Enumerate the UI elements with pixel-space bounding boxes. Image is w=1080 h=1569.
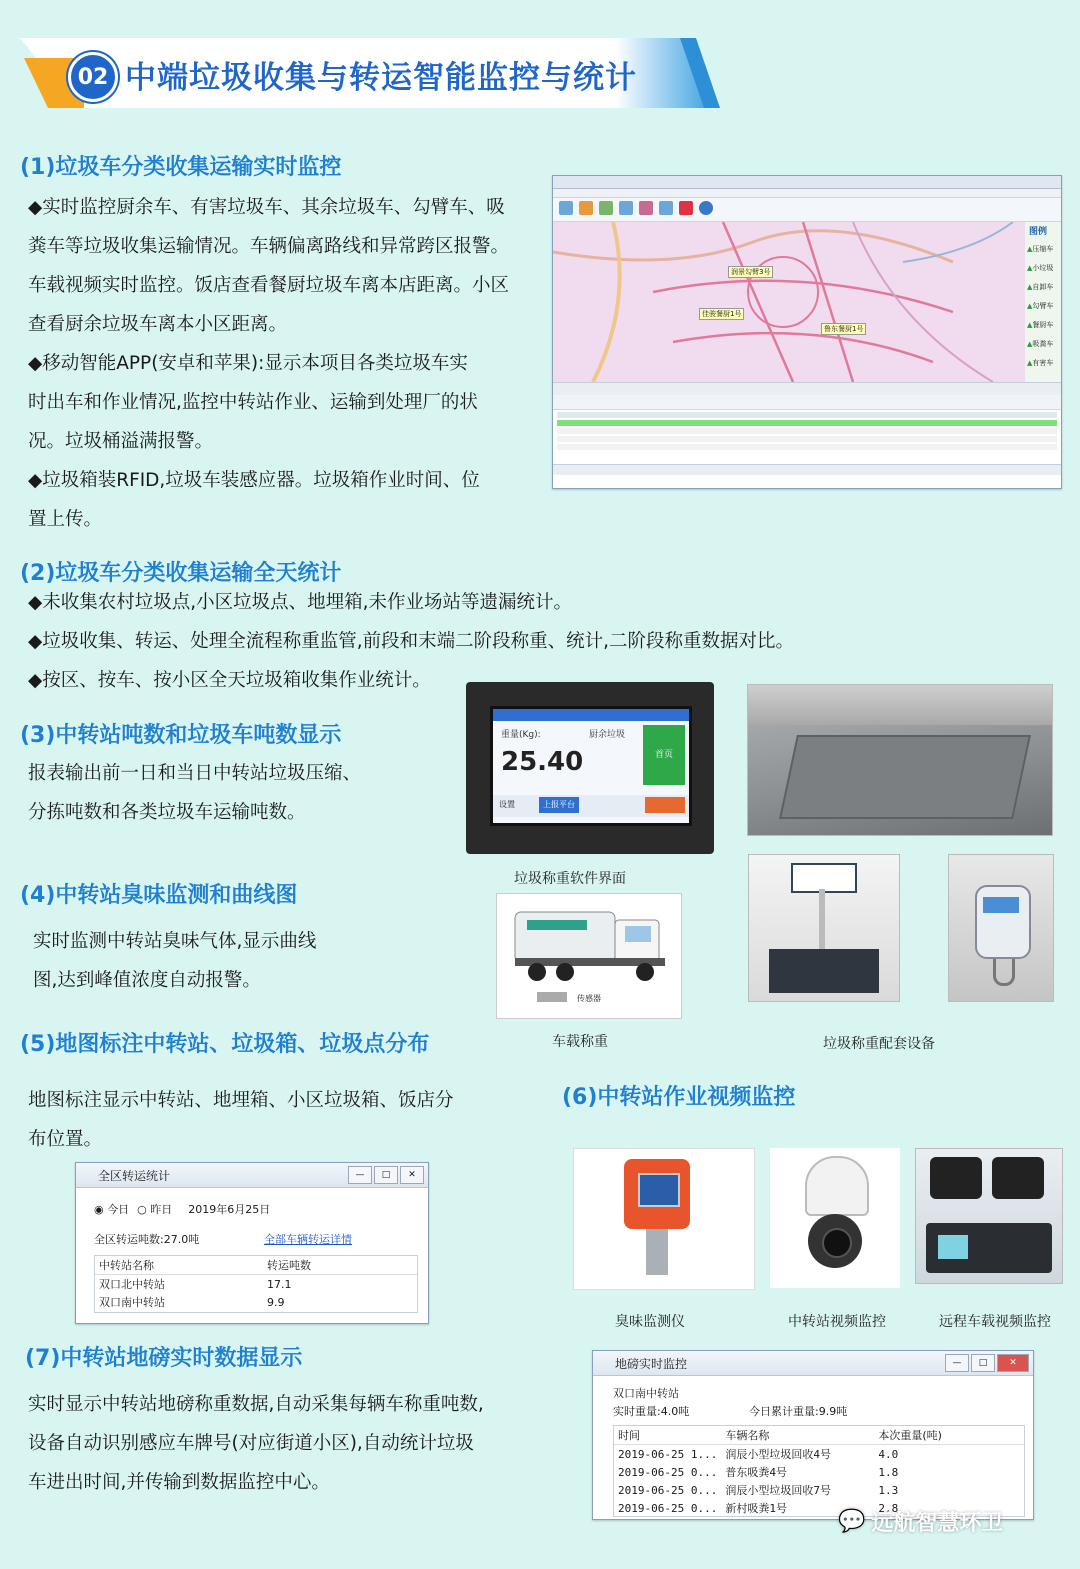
scale-window-titlebar (593, 1351, 1033, 1376)
station-name: 双口南中转站 (613, 1387, 679, 1400)
heading-s7: (7)中转站地磅实时数据显示 (25, 1346, 303, 1371)
map-legend (1027, 240, 1061, 373)
table-row[interactable]: 2019-06-25 0... 新村吸粪1号 2.8 (618, 1501, 899, 1515)
s5-line: 地图标注显示中转站、地埋箱、小区垃圾箱、饭店分 (28, 1090, 454, 1111)
caption-truck: 车载称重 (552, 1034, 608, 1050)
s1-line: ◆移动智能APP(安卓和苹果):显示本项目各类垃圾车实 (28, 353, 468, 374)
s1-body (28, 188, 553, 539)
s7-line: 车进出时间,并传输到数据监控中心。 (28, 1472, 330, 1493)
map-marker-label[interactable]: 佳骏餐厨1号 (699, 308, 744, 320)
heading-s5: (5)地图标注中转站、垃圾箱、垃圾点分布 (20, 1032, 430, 1057)
station-camera-photo (770, 1148, 900, 1288)
transfer-stats-window (75, 1162, 429, 1324)
platform-scale-photo (747, 684, 1053, 836)
date-label: 2019年6月25日 (188, 1203, 271, 1216)
s5-body (28, 1081, 528, 1159)
radio-today[interactable]: ◉ 今日 (94, 1203, 130, 1216)
map-legend-title: 图例 (1029, 227, 1048, 237)
s7-body (28, 1385, 573, 1502)
table-row[interactable]: 双口南中转站 9.9 (99, 1295, 285, 1309)
table-row[interactable]: 2019-06-25 0... 润辰小型垃圾回收7号 1.3 (618, 1483, 899, 1497)
odor-monitor-photo (573, 1148, 755, 1290)
col-header: 转运吨数 (267, 1259, 311, 1272)
window-title: 全区转运统计 (98, 1168, 171, 1183)
radio-yesterday[interactable]: ○ 昨日 (137, 1203, 173, 1216)
caption-vehicle-cam: 远程车载视频监控 (939, 1314, 1051, 1330)
hanging-scale-photo (948, 854, 1054, 1002)
close-icon[interactable]: ✕ (997, 1354, 1029, 1372)
minimize-icon[interactable]: — (945, 1354, 969, 1372)
table-status-bar (553, 464, 1061, 475)
s4-line: 图,达到峰值浓度自动报警。 (33, 970, 261, 991)
s3-line: 报表输出前一日和当日中转站垃圾压缩、 (28, 763, 362, 784)
s1-line: 置上传。 (28, 509, 103, 530)
transfer-table (94, 1255, 418, 1313)
caption-odor: 臭味监测仪 (615, 1314, 685, 1330)
section-banner (20, 38, 720, 108)
s1-line: 况。垃圾桶溢满报警。 (28, 431, 214, 452)
legend-item: ▲勾臂车 (1027, 302, 1054, 310)
table-row[interactable]: 2019-06-25 0... 普东吸粪4号 1.8 (618, 1465, 899, 1479)
maximize-icon[interactable]: □ (374, 1166, 398, 1184)
section-number-badge: 02 (68, 52, 118, 102)
vehicle-camera-photo (915, 1148, 1063, 1284)
scale-settings-button[interactable]: 设置 (499, 800, 515, 809)
watermark (838, 1506, 1003, 1537)
scale-weight-label: 重量(Kg): (501, 730, 541, 740)
vehicle-table (553, 410, 1061, 464)
map-toolbar (553, 198, 1061, 222)
s1-line: ◆垃圾箱装RFID,垃圾车装感应器。垃圾箱作业时间、位 (28, 470, 480, 491)
scale-upload-button[interactable]: 上报平台 (539, 797, 579, 813)
heading-s4: (4)中转站臭味监测和曲线图 (20, 883, 298, 908)
heading-s1: (1)垃圾车分类收集运输实时监控 (20, 155, 342, 180)
s2-line: ◆垃圾收集、转运、处理全流程称重监管,前段和末端二阶段称重、统计,二阶段称重数据对比。 (28, 631, 794, 652)
scale-realtime-window (592, 1350, 1034, 1520)
watermark-text: 远航智慧环卫 (871, 1511, 1004, 1536)
legend-item: ▲压缩车 (1027, 245, 1054, 253)
maximize-icon[interactable]: □ (971, 1354, 995, 1372)
legend-item: ▲餐厨车 (1027, 321, 1054, 329)
s1-line: 粪车等垃圾收集运输情况。车辆偏离路线和异常跨区报警。 (28, 236, 510, 257)
weighing-table (613, 1425, 1025, 1517)
map-marker-label[interactable]: 润景勾臂3号 (728, 266, 773, 278)
vehicle-filter-bar (553, 395, 1061, 410)
bench-scale-photo (748, 854, 900, 1002)
scale-type-label: 厨余垃圾 (589, 730, 626, 740)
realtime-weight: 实时重量:4.0吨 (613, 1405, 690, 1418)
all-vehicles-link[interactable]: 全部车辆转运详情 (264, 1233, 352, 1246)
heading-s3: (3)中转站吨数和垃圾车吨数显示 (20, 723, 342, 748)
wechat-icon: 💬 (838, 1509, 866, 1534)
s2-line: ◆未收集农村垃圾点,小区垃圾点、地埋箱,未作业场站等遗漏统计。 (28, 592, 572, 613)
legend-item: ▲自卸车 (1027, 283, 1054, 291)
col-header: 本次重量(吨) (878, 1429, 942, 1442)
s7-line: 设备自动识别感应车牌号(对应街道小区),自动统计垃圾 (28, 1433, 474, 1454)
truck-photo (496, 893, 682, 1019)
heading-s2: (2)垃圾车分类收集运输全天统计 (20, 561, 342, 586)
s3-body (28, 754, 458, 832)
caption-scale-ui: 垃圾称重软件界面 (514, 871, 626, 887)
map-marker-label[interactable]: 鲁东餐厨1号 (821, 323, 866, 335)
caption-station-cam: 中转站视频监控 (788, 1314, 886, 1330)
table-row[interactable]: 双口北中转站 17.1 (99, 1277, 292, 1291)
scale-weight-value: 25.40 (501, 747, 584, 777)
s1-line: ◆实时监控厨余车、有害垃圾车、其余垃圾车、勾臂车、吸 (28, 197, 505, 218)
s5-line: 布位置。 (28, 1129, 103, 1150)
s1-line: 查看厨余垃圾车离本小区距离。 (28, 314, 288, 335)
map-monitor-window (552, 175, 1062, 489)
col-header: 时间 (618, 1429, 640, 1442)
map-window-titlebar (553, 176, 1061, 189)
legend-item: ▲吸粪车 (1027, 340, 1054, 348)
minimize-icon[interactable]: — (348, 1166, 372, 1184)
heading-s6: (6)中转站作业视频监控 (562, 1085, 796, 1110)
page-title: 中端垃圾收集与转运智能监控与统计 (125, 60, 637, 96)
s1-line: 车载视频实时监控。饭店查看餐厨垃圾车离本店距离。小区 (28, 275, 510, 296)
scale-confirm-button[interactable]: 首页 (643, 725, 685, 785)
date-radio-group (94, 1201, 270, 1217)
col-header: 中转站名称 (99, 1259, 154, 1272)
map-menu-bar (553, 189, 1061, 198)
daily-total-weight: 今日累计重量:9.9吨 (749, 1405, 848, 1418)
col-header: 车辆名称 (725, 1429, 770, 1442)
caption-equipment: 垃圾称重配套设备 (823, 1036, 935, 1052)
legend-item: ▲有害车 (1027, 359, 1054, 367)
total-transfer-label: 全区转运吨数:27.0吨 (94, 1233, 200, 1246)
s3-line: 分拣吨数和各类垃圾车运输吨数。 (28, 802, 306, 823)
map-canvas[interactable] (553, 222, 1061, 382)
sensor-label: 传感器 (577, 994, 601, 1003)
window-title: 地磅实时监控 (615, 1356, 688, 1371)
scale-terminal-photo (466, 682, 714, 854)
s4-body (33, 922, 453, 1000)
transfer-window-titlebar (76, 1163, 428, 1188)
scale-screen (490, 706, 692, 826)
s7-line: 实时显示中转站地磅称重数据,自动采集每辆车称重吨数, (28, 1394, 484, 1415)
s4-line: 实时监测中转站臭味气体,显示曲线 (33, 931, 317, 952)
table-row[interactable]: 2019-06-25 1... 润辰小型垃圾回收4号 4.0 (618, 1447, 899, 1461)
legend-item: ▲小垃圾 (1027, 264, 1054, 272)
s1-line: 时出车和作业情况,监控中转站作业、运输到处理厂的状 (28, 392, 478, 413)
map-status-bar (553, 382, 1061, 395)
close-icon[interactable]: ✕ (400, 1166, 424, 1184)
s2-line: ◆按区、按车、按小区全天垃圾箱收集作业统计。 (28, 670, 431, 691)
